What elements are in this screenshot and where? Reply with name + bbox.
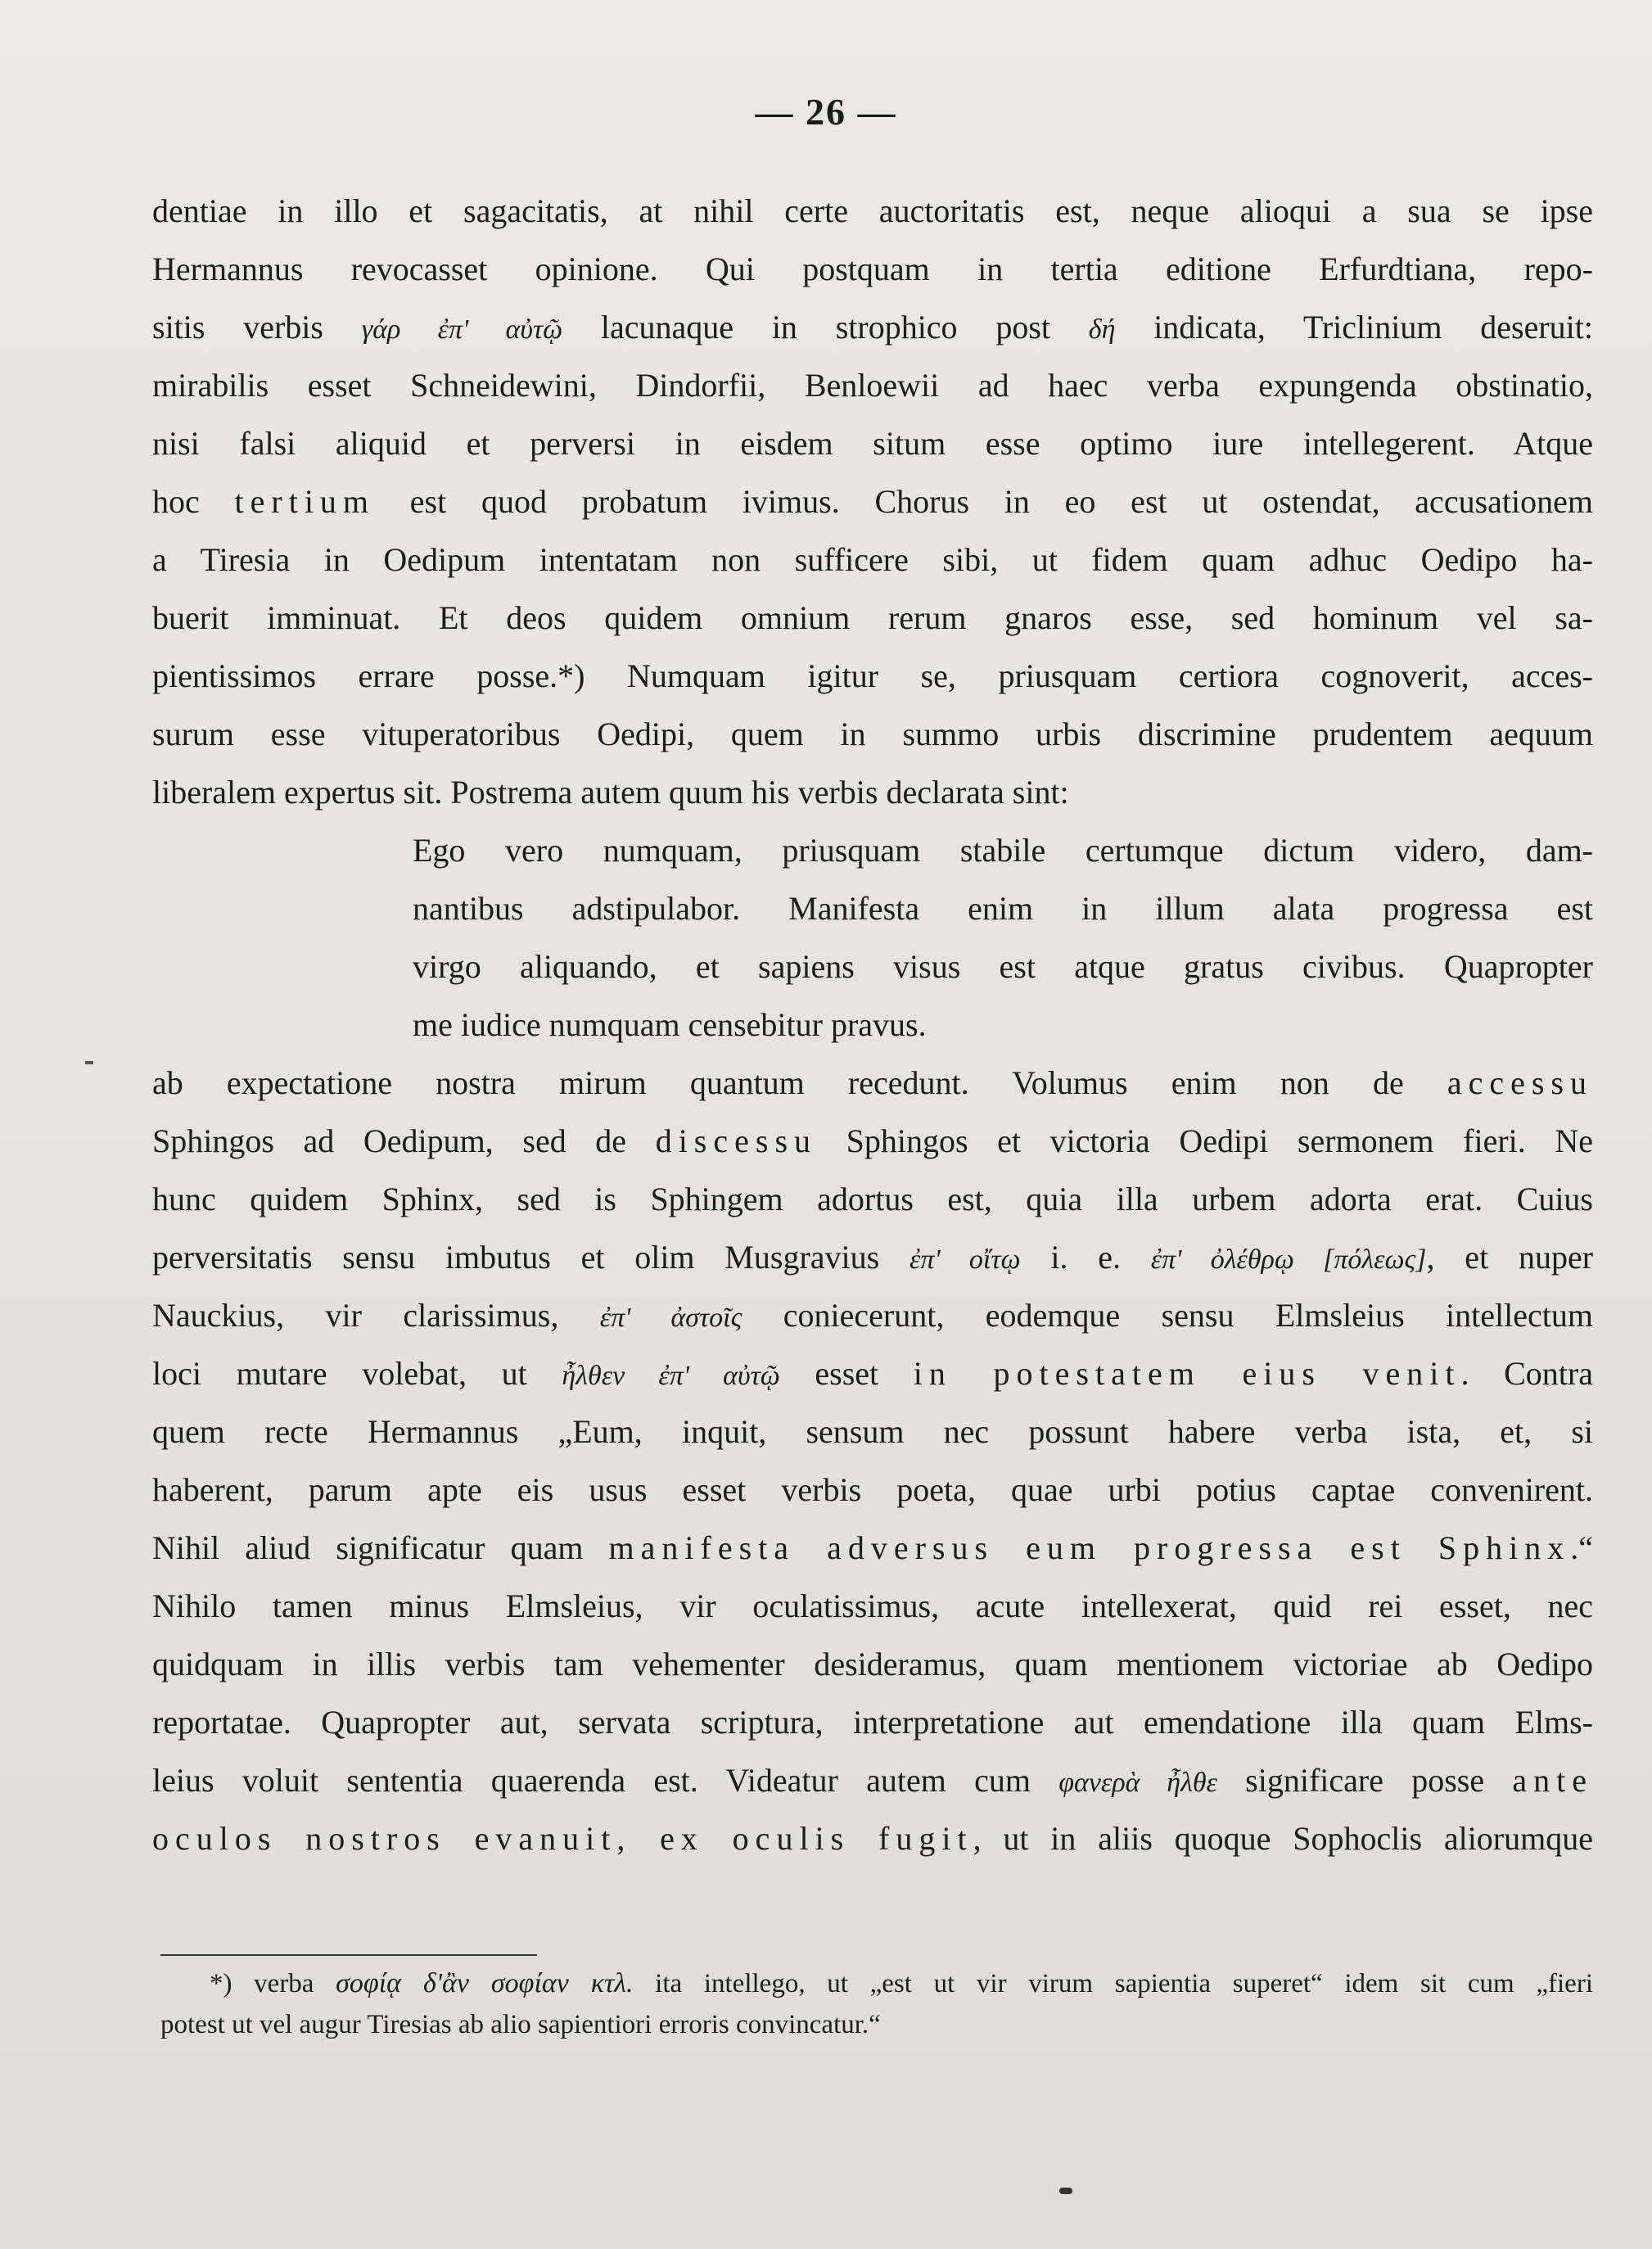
text-run: Sphingos et victoria Oedipi sermonem fieri. Ne	[817, 1122, 1594, 1159]
text-run: significare posse	[1216, 1762, 1513, 1799]
footnote-line	[160, 1963, 1593, 2004]
spaced-emphasis: manifesta adversus eum progressa est Sphinx	[608, 1529, 1571, 1566]
text-run: Nauckius, vir clarissimus,	[152, 1297, 600, 1334]
spaced-emphasis: accessu	[1447, 1064, 1593, 1101]
text-line: nisi falsi aliquid et perversi in eisdem situm esse optimo iure intellegerent. Atque	[152, 425, 1593, 462]
text-run: lacunaque in strophico post	[562, 309, 1089, 345]
text-line	[152, 1286, 1593, 1344]
text-line	[152, 298, 1593, 356]
text-line: Nihilo tamen minus Elmsleius, vir oculatissimus, acute intellexerat, quid rei esset, nec	[152, 1587, 1593, 1624]
margin-mark	[85, 1061, 93, 1064]
text-line: Hermannus revocasset opinione. Qui postquam in tertia editione Erfurdtiana, repo-	[152, 251, 1593, 287]
text-line	[152, 472, 1593, 531]
text-run: indicata, Triclinium deseruit:	[1115, 309, 1593, 345]
page-number: — 26 —	[755, 91, 897, 133]
text-run: perversitatis sensu imbutus et olim Musgravius	[152, 1239, 910, 1276]
text-run: , ut in aliis quoque Sophoclis aliorumque	[973, 1820, 1593, 1857]
text-run: leius voluit sententia quaerenda est. Videatur autem cum	[152, 1762, 1059, 1799]
text-line: buerit imminuat. Et deos quidem omnium rerum gnaros esse, sed hominum vel sa-	[152, 599, 1593, 636]
text-line	[152, 1751, 1593, 1809]
text-line: reportatae. Quapropter aut, servata scriptura, interpretatione aut emendatione illa quam Elms-	[152, 1704, 1593, 1741]
text-line	[152, 1228, 1593, 1286]
greek-text: ἐπ' ὀλέθρῳ [πόλεως]	[1150, 1244, 1427, 1275]
text-line: mirabilis esset Schneidewini, Dindorfii, Benloewii ad haec verba expungenda obstinatio,	[152, 367, 1593, 404]
quote-line: me iudice numquam censebitur pravus.	[413, 1006, 927, 1043]
text-line	[152, 1054, 1593, 1112]
ink-speck	[1059, 2188, 1072, 2194]
greek-text: ἐπ' οἴτῳ	[909, 1244, 1021, 1275]
greek-text: ἐπ' ἀστοῖς	[599, 1303, 742, 1333]
quote-line: Ego vero numquam, priusquam stabile certumque dictum videro, dam-	[413, 832, 1593, 869]
text-line	[152, 1519, 1593, 1577]
quote-line: nantibus adstipulabor. Manifesta enim in illum alata progressa est	[413, 890, 1593, 927]
text-line: a Tiresia in Oedipum intentatam non sufficere sibi, ut fidem quam adhuc Oedipo ha-	[152, 541, 1593, 578]
text-run: ab expectatione nostra mirum quantum recedunt. Volumus enim non de	[152, 1064, 1447, 1101]
text-run: i. e.	[1020, 1239, 1151, 1276]
quote-line: virgo aliquando, et sapiens visus est atque gratus civibus. Quapropter	[413, 948, 1593, 985]
text-run: est quod probatum ivimus. Chorus in eo est ut ostendat, accusationem	[375, 483, 1593, 520]
footnote-line: potest ut vel augur Tiresias ab alio sapientiori erroris convincatur.“	[160, 2010, 881, 2039]
greek-text: δή	[1088, 314, 1116, 345]
text-run: . Contra	[1460, 1355, 1593, 1392]
text-line: quem recte Hermannus „Eum, inquit, sensum nec possunt habere verba ista, et, si	[152, 1413, 1593, 1450]
spaced-emphasis: ante	[1512, 1762, 1593, 1799]
text-run: *) verba	[210, 1969, 336, 1998]
text-line	[152, 1344, 1593, 1402]
text-run: sitis verbis	[152, 309, 362, 345]
text-run: Sphingos ad Oedipum, sed de	[152, 1122, 656, 1159]
text-run: , et nuper	[1426, 1239, 1594, 1276]
text-run: Nihil aliud significatur quam	[152, 1529, 609, 1566]
text-line: haberent, parum apte eis usus esset verbis poeta, quae urbi potius captae convenirent.	[152, 1471, 1593, 1508]
spaced-emphasis: oculos nostros evanuit, ex oculis fugit	[152, 1820, 973, 1857]
text-line: surum esse vituperatoribus Oedipi, quem in summo urbis discrimine prudentem aequum	[152, 716, 1593, 752]
greek-text: ἦλθεν ἐπ' αὐτῷ	[562, 1361, 780, 1391]
text-line: dentiae in illo et sagacitatis, at nihil certe auctoritatis est, neque alioqui a sua se ipse	[152, 192, 1593, 229]
greek-text: φανερὰ ἦλθε	[1058, 1768, 1217, 1798]
main-text	[152, 182, 1593, 1867]
footnote-divider	[160, 1954, 537, 1956]
footnote	[160, 1963, 1593, 2045]
text-run: esset	[779, 1355, 914, 1392]
greek-text: σοφίᾳ δ'ἂν σοφίαν κτλ.	[336, 1968, 634, 1998]
text-run: ita intellego, ut „est ut vir virum sapientia superet“ idem sit cum „fieri	[633, 1969, 1593, 1998]
text-line: quidquam in illis verbis tam vehementer desideramus, quam mentionem victoriae ab Oedipo	[152, 1646, 1593, 1682]
text-line: pientissimos errare posse.*) Numquam igitur se, priusquam certiora cognoverit, acces-	[152, 657, 1593, 694]
spaced-emphasis: discessu	[655, 1122, 818, 1159]
text-line: liberalem expertus sit. Postrema autem quum his verbis declarata sint:	[152, 774, 1069, 811]
text-run: hoc	[152, 483, 235, 520]
text-line: hunc quidem Sphinx, sed is Sphingem adortus est, quia illa urbem adorta erat. Cuius	[152, 1181, 1593, 1217]
text-line	[152, 1112, 1593, 1170]
spaced-emphasis: tertium	[234, 483, 376, 520]
text-run: loci mutare volebat, ut	[152, 1355, 562, 1392]
greek-text: γάρ ἐπ' αὐτῷ	[361, 314, 563, 345]
text-run: coniecerunt, eodemque sensu Elmsleius intellectum	[742, 1297, 1593, 1334]
text-line	[152, 1809, 1593, 1867]
text-run: .“	[1570, 1529, 1594, 1566]
spaced-emphasis: in potestatem eius venit	[913, 1355, 1461, 1392]
